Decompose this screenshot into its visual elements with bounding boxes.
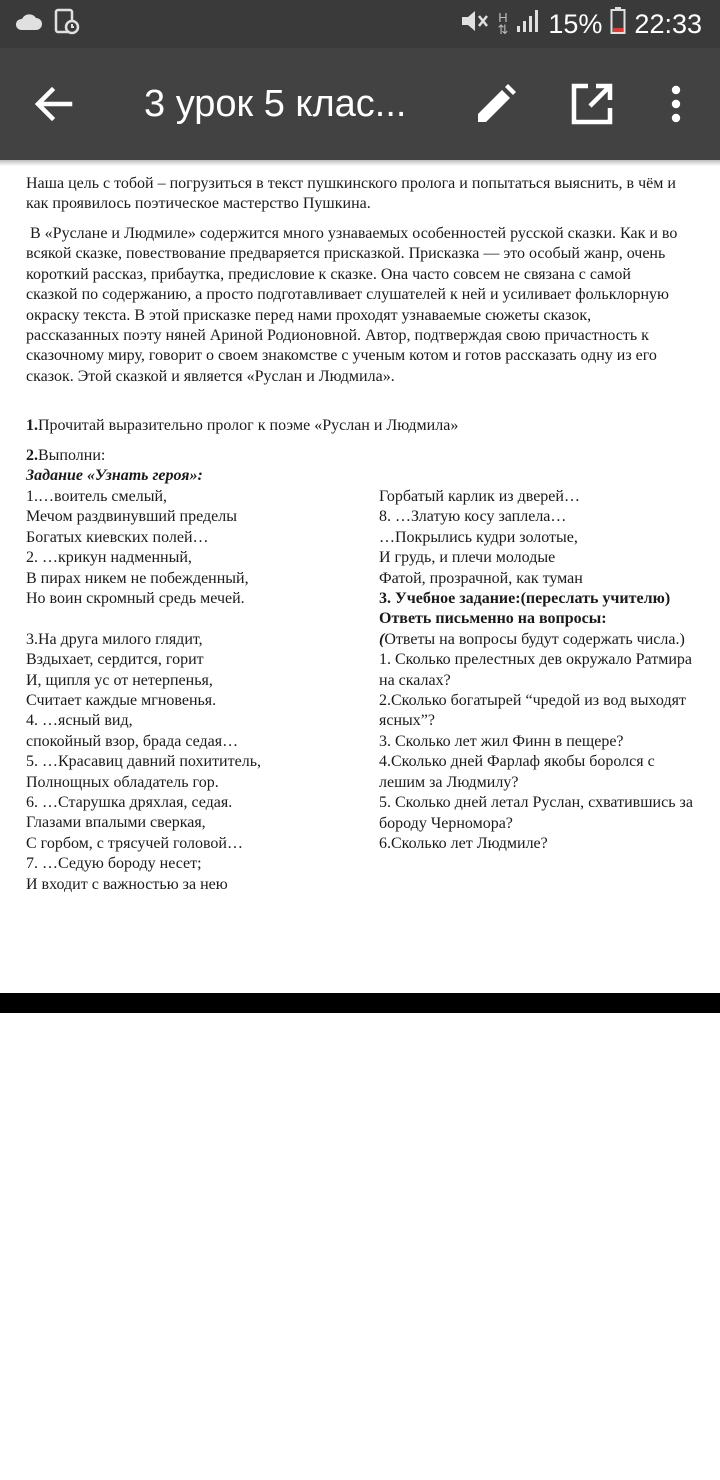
document-page[interactable] [0,166,720,993]
mute-icon [459,8,489,41]
clock: 22:33 [634,8,702,39]
question-item: 1. Сколько прелестных дев окружало Ратмира на скалах? [379,651,693,689]
document-title: 3 урок 5 клас... [144,83,407,125]
pencil-icon [472,82,518,128]
battery-percent: 15% [548,8,603,39]
question-item: 4.Сколько дней Фарлаф якобы боролся с лешим за Людмилу? [379,753,655,791]
question-item: 3. Сколько лет жил Финн в пещере? [379,732,624,750]
battery-icon [610,7,626,42]
main-paragraph: В «Руслане и Людмиле» содержится много узнаваемых особенностей русской сказки. Как и во всякой сказке, повествование предваряется присказкой. Присказка — это особый жанр, очень короткий рассказ, прибаутка, предисловие к сказке. Она часто совсем не связана с самой сказкой по содержанию, а просто подготавливает слушателей к ней и усиливает фольклорную окраску текста. В этой присказке перед нами проходят узнаваемые сюжеты сказок, рассказанных поэту няней Ариной Родионовной. Автор, подтверждая свою причастность к сказочному миру, говорит о своем знакомстве с ученым котом и готов рассказать одну из его сказок. Этой сказкой и является «Руслан и Людмила». [26,225,678,385]
task-2: 2.Выполни: Задание «Узнать героя»: [26,447,203,485]
heroes-column-left: 1.…воитель смелый, Мечом раздвинувший пределы Богатых киевских полей… 2. …крикун надменный, В пирах никем не побежденный, Но воин скромный средь мечей. 3.На друга милого глядит, Вздыхает, сердится, горит И, щипля ус от нетерпенья, Считает каждые мгновенья. 4. …ясный вид, спокойный взор, брада седая… 5. …Красавиц давний похититель, Полнощных обладатель гор. 6. …Старушка дряхлая, седая. Глазами впалыми сверкая, С горбом, с трясучей головой… 7. …Седую бороду несет; И входит с важностью за нею [26,488,261,893]
open-in-new-icon [568,80,616,128]
answer-heading: Ответь письменно на вопросы: [379,610,607,628]
status-bar [0,0,720,48]
question-item: 5. Сколько дней летал Руслан, схватившись за бороду Черномора? [379,794,693,832]
edit-button[interactable] [472,82,518,128]
more-options-button[interactable] [660,80,692,128]
more-vert-icon [660,80,692,128]
intro-text: Наша цель с тобой – погрузиться в текст пушкинского пролога и попытаться выяснить, в чём и как проявилось поэтическое мастерство Пушкина. [26,175,676,213]
page-divider [0,993,720,1013]
question-item: 2.Сколько богатырей “чредой из вод выходят ясных”? [379,692,686,730]
task-1: 1.Прочитай выразительно пролог к поэме «Руслан и Людмила» [26,417,459,434]
task-3-title: 3. Учебное задание:(переслать учителю) [379,590,671,608]
heroes-column-right: Горбатый карлик из дверей… 8. …Златую косу заплела… …Покрылись кудри золотые, И грудь, и плечи молодые Фатой, прозрачной, как туман 3. Учебное задание:(переслать учителю) Ответь письменно на вопросы: (Ответы на вопросы будут содержать числа.) 1. Сколько прелестных дев окружало Ратмира на скалах? 2.Сколько богатырей “чредой из вод выходят ясных”? 3. Сколько лет жил Финн в пещере? 4.Сколько дней Фарлаф якобы боролся с лешим за Людмилу? 5. Сколько дней летал Руслан, схватившись за бороду Черномора? 6.Сколько лет Людмиле? [379,487,695,854]
signal-icon [516,9,540,40]
cloud-icon [14,12,42,37]
question-item: 6.Сколько лет Людмиле? [379,834,548,852]
app-bar [0,48,720,160]
back-button[interactable] [30,82,78,126]
answer-note: (Ответы на вопросы будут содержать числа.) [379,630,685,648]
document-sync-icon [54,8,80,41]
open-external-button[interactable] [568,80,616,128]
network-type-icon: H ⇅ [497,10,509,37]
arrow-back-icon [30,82,78,126]
task-2-title: Задание «Узнать героя»: [26,467,203,485]
